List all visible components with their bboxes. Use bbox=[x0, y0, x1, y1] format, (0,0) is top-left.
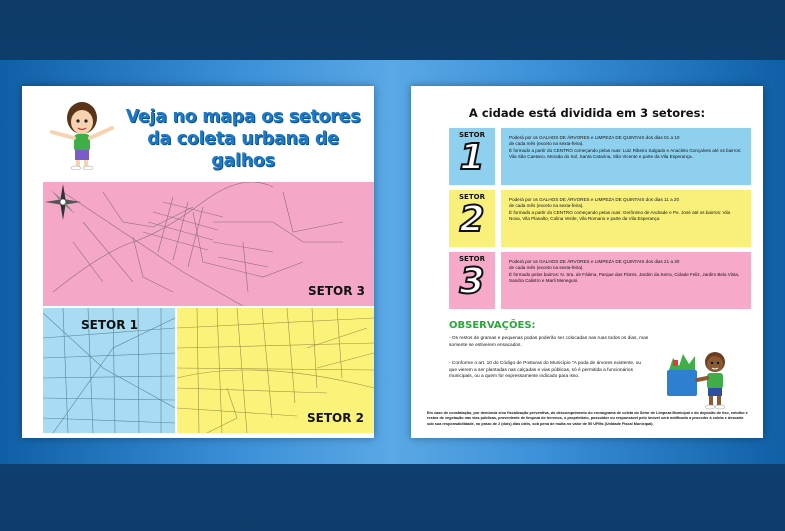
sector-schedule: Poderá por os GALHOS DE ÁRVORES e LIMPEZA DE QUINTAIS dos dias 01 a 10 bbox=[509, 135, 680, 140]
sector-row-1 bbox=[449, 128, 751, 185]
fine-print: Em caso de constatação, por denúncia e/ou fiscalização preventiva, do descumprimento do cronograma de coleta do Setor de Limpeza Municipal e do depósito de lixo, entulho e restos de vegetação nas vias públicas, proveniente de limpeza de terrenos, o proprietário, possuidor ou responsável pelo imóvel será notificado a proceder à coleta e descarte sob sua responsabilidade, no prazo de 2 (dois) dias úteis, sob pena de multa no valor de 50 UFMs (Unidade Fiscal Municipal). bbox=[427, 411, 748, 426]
sector-neighborhoods: É formado a partir do CENTRO começando pelas ruas: Luiz Ribeiro Salgado e Anacleto Gonçalves até os bairros: Vila São Caetano, Morada do Sol, Santa Catarina, São Vicente e parte da Vila Esperança. bbox=[509, 147, 742, 160]
info-panel bbox=[411, 86, 763, 438]
sector-schedule: Poderá por os GALHOS DE ÁRVORES e LIMPEZA DE QUINTAIS dos dias 21 a 30 bbox=[509, 259, 680, 264]
sector-number-badge bbox=[449, 190, 495, 247]
sector-2-label: SETOR 2 bbox=[307, 411, 364, 425]
sector-1-label: SETOR 1 bbox=[81, 318, 138, 332]
sector-3-label: SETOR 3 bbox=[308, 284, 365, 298]
sector-row-3 bbox=[449, 252, 751, 309]
sector-row-2 bbox=[449, 190, 751, 247]
sector-badge-label: SETOR bbox=[459, 131, 485, 139]
sector-number-badge bbox=[449, 128, 495, 185]
sector-badge-label: SETOR bbox=[459, 193, 485, 201]
cartoon-girl-illustration bbox=[40, 94, 122, 170]
observation-2: - Conforme o art. 10 do Código de Posturas do Município "A poda de árvores existente, ou que vierem a ser plantadas nas calçadas e vias públicas, só é permitida a funcionários municipais, ou a quem for expressamente indicado para isso. bbox=[449, 361, 642, 380]
map-title bbox=[118, 106, 368, 172]
sector-number-badge bbox=[449, 252, 495, 309]
observations-heading: OBSERVAÇÕES: bbox=[449, 320, 536, 331]
sector-badge-number: 1 bbox=[459, 137, 485, 178]
sector-badge-number: 2 bbox=[459, 199, 485, 240]
sector-description bbox=[501, 128, 751, 185]
sector-badge-label: SETOR bbox=[459, 255, 485, 263]
sector-schedule-note: de cada mês (exceto na sexta-feira). bbox=[509, 203, 584, 209]
sector-description bbox=[501, 190, 751, 247]
info-title: A cidade está dividida em 3 setores: bbox=[468, 106, 706, 120]
sector-3-map bbox=[43, 182, 374, 306]
observation-1: - Os restos de gramas e pequenas podas poderão ser colocadas nas ruas todos os dias, mas somente se estiverem ensacados. bbox=[449, 336, 649, 348]
sector-description bbox=[501, 252, 751, 309]
sector-schedule-note: de cada mês (exceto na sexta-feira). bbox=[509, 265, 584, 271]
compass-rose-icon bbox=[43, 182, 83, 222]
sector-neighborhoods: É formado pelos bairros: N. Sra. de Fátima, Parque das Flores, Jardim da Serra, Cidade Feliz, Jardim Bela Vista, Sandra Calistro e Marli Meneguni. bbox=[509, 271, 740, 284]
sector-schedule: Poderá por os GALHOS DE ÁRVORES e LIMPEZA DE QUINTAIS dos dias 11 a 20 bbox=[509, 197, 680, 202]
sector-badge-number: 3 bbox=[459, 261, 485, 302]
map-panel bbox=[22, 86, 374, 438]
sector-1-map bbox=[43, 308, 175, 433]
cartoon-boy-with-bin-illustration bbox=[663, 348, 743, 410]
sector-schedule-note: de cada mês (exceto na sexta-feira). bbox=[509, 141, 584, 147]
map-title-line2: da coleta urbana de galhos bbox=[147, 129, 339, 171]
map-title-line1: Veja no mapa os setores bbox=[125, 107, 361, 127]
sector-2-map bbox=[177, 308, 374, 433]
sector-neighborhoods: É formado a partir do CENTRO começando pelas ruas: Gerônimo de Andrade e Pe. José até os bairros: Vila Nova, Vila Planalto, Colina Verde, Vila Romano e parte da Vila Esperança bbox=[509, 209, 731, 222]
